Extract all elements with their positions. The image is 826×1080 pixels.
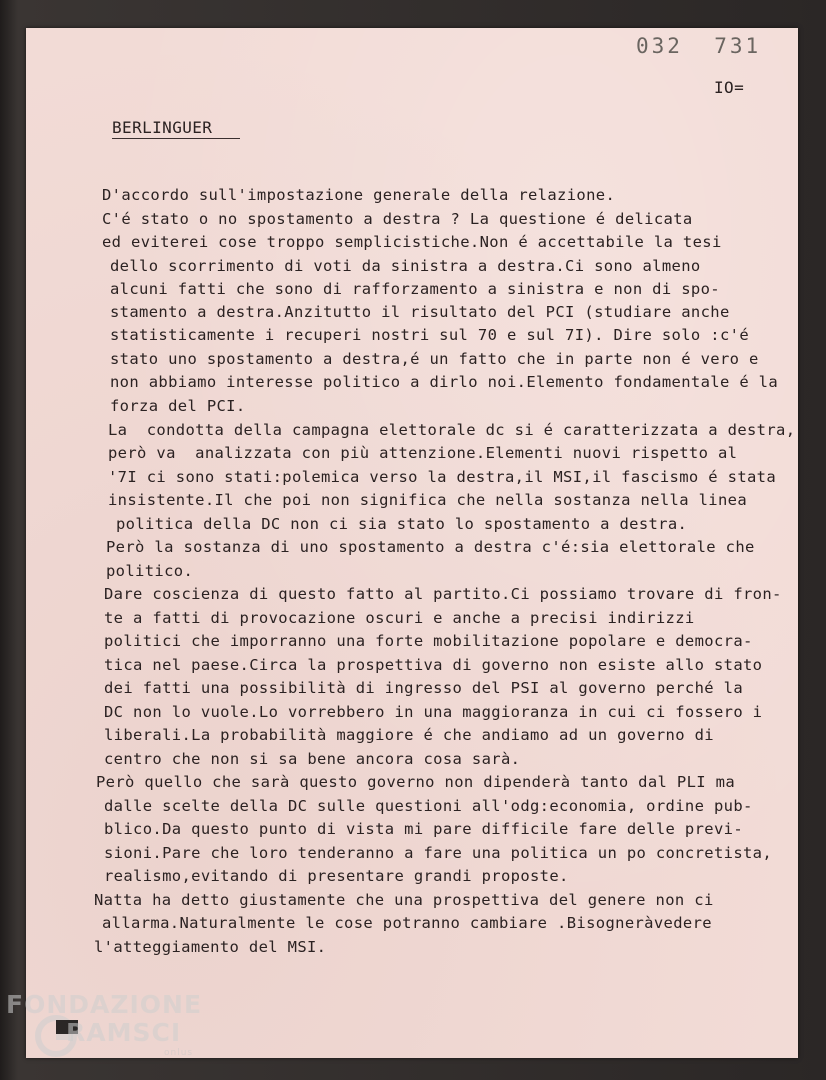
watermark-line2: RAMSCI <box>66 1018 182 1047</box>
fondazione-gramsci-watermark <box>4 990 214 1070</box>
text-line: C'é stato o no spostamento a destra ? La questione é delicata <box>102 210 693 228</box>
document-body <box>26 28 798 1058</box>
text-line: alcuni fatti che sono di rafforzamento a sinistra e non di spo- <box>110 280 720 298</box>
text-line: DC non lo vuole.Lo vorrebbero in una maggioranza in cui ci fossero i <box>104 703 763 721</box>
text-line: statisticamente i recuperi nostri sul 70 e sul 7I). Dire solo :c'é <box>110 326 749 344</box>
typewritten-page <box>26 28 798 1058</box>
page-number: IO= <box>714 78 745 97</box>
text-line: allarma.Naturalmente le cose potranno cambiare .Bisogneràvedere <box>102 914 712 932</box>
text-line: non abbiamo interesse politico a dirlo noi.Elemento fondamentale é la <box>110 373 779 391</box>
text-line: centro che non si sa bene ancora cosa sarà. <box>104 750 521 768</box>
text-line: dei fatti una possibilità di ingresso del PSI al governo perché la <box>104 679 743 697</box>
text-line: realismo,evitando di presentare grandi proposte. <box>104 867 569 885</box>
text-line: Però quello che sarà questo governo non dipenderà tanto dal PLI ma <box>96 773 735 791</box>
watermark-line1: FONDAZIONE <box>6 990 203 1019</box>
text-line: dalle scelte della DC sulle questioni all'odg:economia, ordine pub- <box>104 797 753 815</box>
text-line: te a fatti di provocazione oscuri e anche a precisi indirizzi <box>104 609 695 627</box>
text-line: l'atteggiamento del MSI. <box>94 938 327 956</box>
text-line: '7I ci sono stati:polemica verso la destra,il MSI,il fascismo é stata <box>108 468 777 486</box>
text-line: stamento a destra.Anzitutto il risultato del PCI (studiare anche <box>110 303 730 321</box>
text-line: liberali.La probabilità maggiore é che andiamo ad un governo di <box>104 726 714 744</box>
text-line: politico. <box>106 562 194 580</box>
text-line: forza del PCI. <box>110 397 246 415</box>
text-line: Natta ha detto giustamente che una prospettiva del genere non ci <box>94 891 714 909</box>
text-line: Dare coscienza di questo fatto al partito.Ci possiamo trovare di fron- <box>104 585 782 603</box>
text-line: dello scorrimento di voti da sinistra a destra.Ci sono almeno <box>110 257 701 275</box>
text-line: sioni.Pare che loro tenderanno a fare una politica un po concretista, <box>104 844 773 862</box>
text-line: però va analizzata con più attenzione.Elementi nuovi rispetto al <box>108 444 738 462</box>
text-line: insistente.Il che poi non significa che nella sostanza nella linea <box>108 491 747 509</box>
text-line: Però la sostanza di uno spostamento a destra c'é:sia elettorale che <box>106 538 755 556</box>
text-line: politici che imporranno una forte mobilitazione popolare e democra- <box>104 632 753 650</box>
text-line: D'accordo sull'impostazione generale della relazione. <box>102 186 616 204</box>
text-line: politica della DC non ci sia stato lo spostamento a destra. <box>116 515 688 533</box>
text-line: ed eviterei cose troppo semplicistiche.Non é accettabile la tesi <box>102 233 722 251</box>
archive-stamp-number: 032 731 <box>636 34 762 58</box>
text-line: tica nel paese.Circa la prospettiva di governo non esiste allo stato <box>104 656 763 674</box>
watermark-suffix: onlus <box>164 1048 194 1058</box>
text-line: blico.Da questo punto di vista mi pare difficile fare delle previ- <box>104 820 743 838</box>
text-line: La condotta della campagna elettorale dc si é caratterizzata a destra, <box>108 421 796 439</box>
speaker-heading: BERLINGUER <box>112 118 240 139</box>
text-line: stato uno spostamento a destra,é un fatto che in parte non é vero e <box>110 350 759 368</box>
